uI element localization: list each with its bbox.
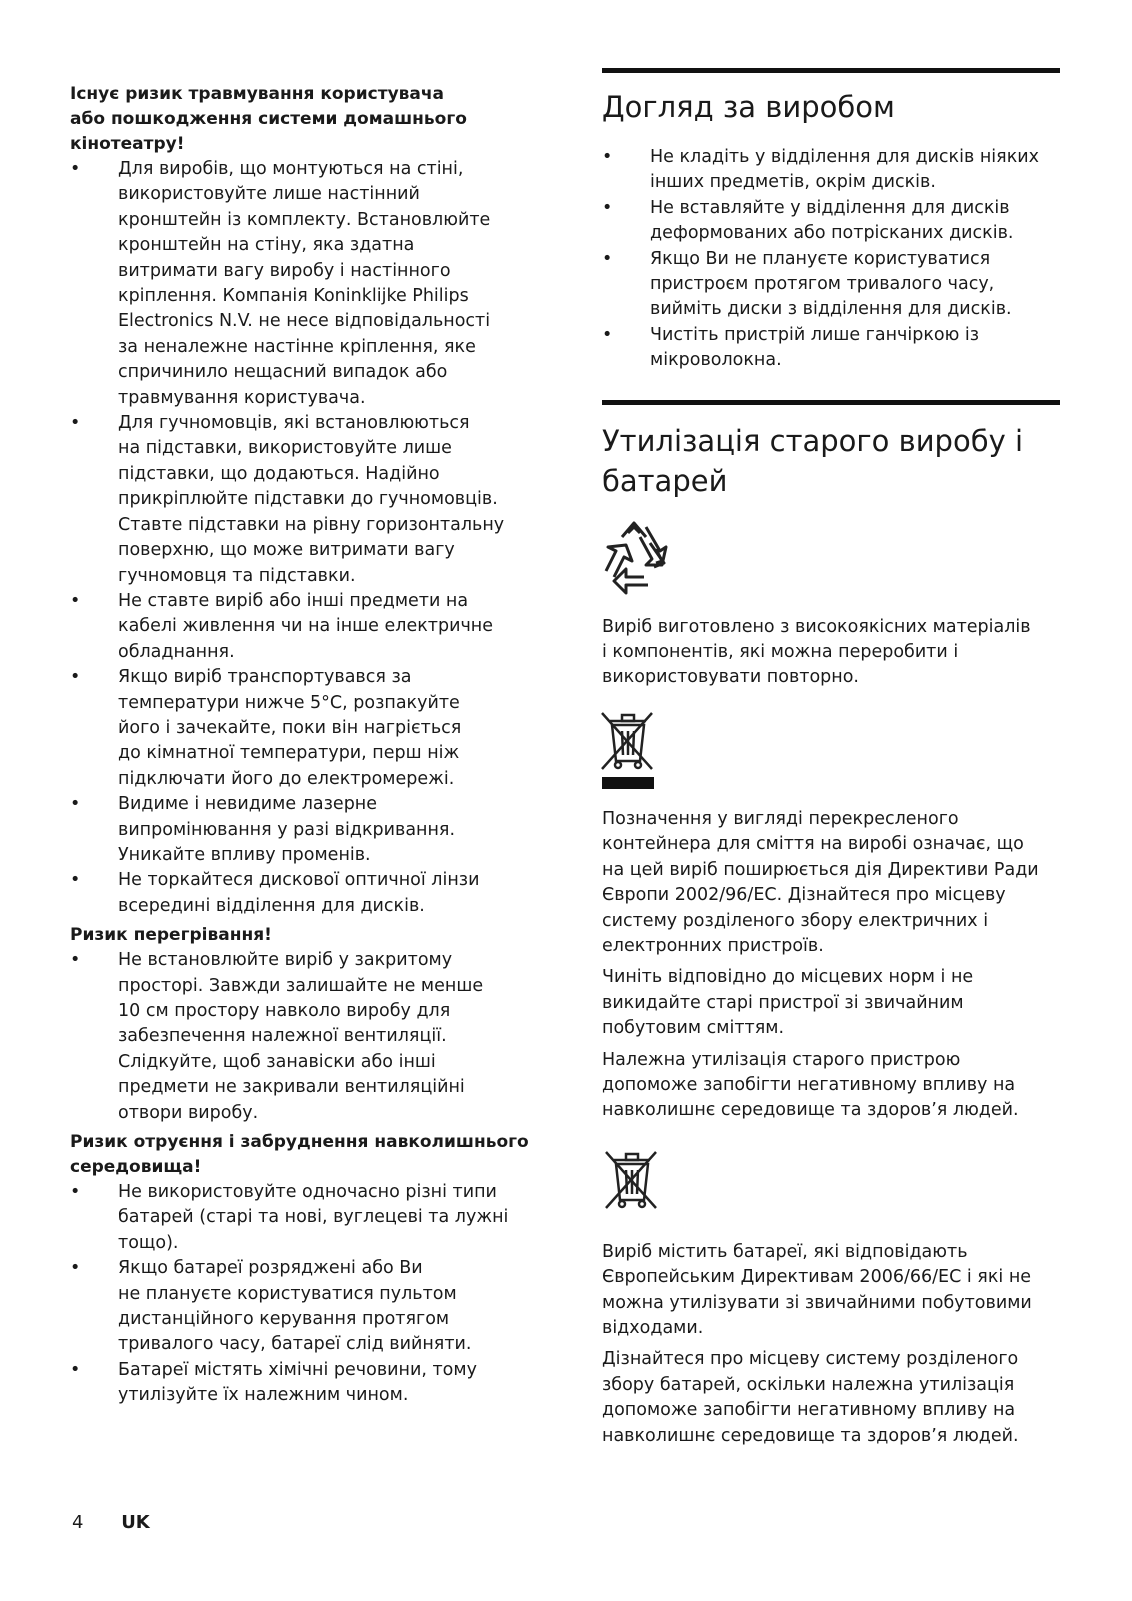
paragraph-line: викидайте старі пристрої зі звичайним (602, 992, 964, 1013)
safety-bullet-list-2 (70, 948, 530, 1126)
list-item-line: інших предметів, окрім дисків. (650, 172, 936, 193)
warning-overheat-heading (70, 923, 530, 948)
paragraph-line: Європи 2002/96/EC. Дізнайтеся про місцеву (602, 885, 1006, 906)
warning-line: Ризик отруєння і забруднення навколишнього (70, 1132, 529, 1153)
paragraph-line: відходами. (602, 1317, 704, 1338)
paragraph-line: можна утилізувати зі звичайними побутовими (602, 1292, 1032, 1313)
disposal-title (602, 421, 1060, 501)
proper-disposal-paragraph (602, 1048, 1060, 1124)
paragraph-line: Виріб виготовлено з високоякісних матеріалів (602, 616, 1031, 637)
list-item-line: забезпечення належної вентиляції. (118, 1026, 447, 1047)
list-item-line: за неналежне настінне кріплення, яке (118, 336, 476, 357)
list-item (70, 792, 530, 868)
paragraph-line: Належна утилізація старого пристрою (602, 1049, 961, 1070)
paragraph-line: допоможе запобігти негативному впливу на (602, 1074, 1016, 1095)
list-item-line: кронштейн на стіну, яка здатна (118, 235, 415, 256)
list-item-line: утилізуйте їх належним чином. (118, 1385, 409, 1406)
list-item-line: до кімнатної температури, перш ніж (118, 743, 460, 764)
warning-injury-heading (70, 82, 530, 157)
section-divider (602, 400, 1060, 405)
care-title: Догляд за виробом (602, 90, 895, 124)
list-item-line: • Батареї містять хімічні речовини, тому (118, 1359, 477, 1380)
list-item-line: підставки, що додаються. Надійно (118, 463, 440, 484)
list-item-line: • Чистіть пристрій лише ганчіркою із (650, 324, 980, 345)
paragraph-line: Позначення у вигляді перекресленого (602, 808, 959, 829)
list-item-line: кріплення. Компанія Koninklijke Philips (118, 286, 469, 307)
list-item-line: не плануєте користуватися пультом (118, 1283, 457, 1304)
list-item-line: • Якщо Ви не плануєте користуватися (650, 248, 991, 269)
paragraph-line: навколишнє середовище та здоров’я людей. (602, 1425, 1019, 1446)
list-item-line: тривалого часу, батареї слід вийняти. (118, 1334, 472, 1355)
list-item (70, 157, 530, 411)
list-item-line: предмети не закривали вентиляційні (118, 1077, 465, 1098)
crossed-bin-icon (602, 1148, 1060, 1214)
recycle-icon (592, 519, 1060, 599)
list-item-line: вийміть диски з відділення для дисків. (650, 299, 1012, 320)
list-item (70, 1180, 530, 1256)
language-code: UK (121, 1512, 150, 1533)
local-rules-paragraph (602, 965, 1060, 1041)
list-item-line: • Не встановлюйте виріб у закритому (118, 950, 453, 971)
paragraph-line: контейнера для сміття на виробі означає, що (602, 834, 1024, 855)
warning-line: Існує ризик травмування користувача (70, 84, 445, 104)
list-item-line: використовуйте лише настінний (118, 184, 420, 205)
list-item-line: мікроволокна. (650, 350, 782, 371)
title-line: батарей (602, 463, 728, 498)
paragraph-line: навколишнє середовище та здоров’я людей. (602, 1100, 1019, 1121)
warning-line: або пошкодження системи домашнього (70, 109, 467, 129)
list-item-line: Слідкуйте, щоб занавіски або інші (118, 1051, 436, 1072)
list-item-line: • Для виробів, що монтуються на стіні, (118, 159, 464, 179)
list-item-line: Уникайте впливу променів. (118, 844, 371, 865)
paragraph-line: на цей виріб поширюється дія Директиви Ради (602, 859, 1039, 880)
list-item (602, 145, 1060, 196)
list-item-line: підключати його до електромережі. (118, 768, 455, 789)
list-item (602, 247, 1060, 323)
list-item-line: батарей (старі та нові, вуглецеві та лужні (118, 1207, 509, 1228)
list-item (70, 411, 530, 589)
list-item-line: • Не використовуйте одночасно різні типи (118, 1182, 497, 1203)
list-item-line: поверхню, що може витримати вагу (118, 540, 455, 561)
list-item (70, 948, 530, 1126)
list-item-line: • Для гучномовців, які встановлюються (118, 413, 470, 434)
list-item-line: прикріплюйте підставки до гучномовців. (118, 489, 498, 510)
list-item-line: • Не ставте виріб або інші предмети на (118, 590, 469, 611)
list-item (70, 589, 530, 665)
safety-bullet-list-1 (70, 157, 530, 919)
weee-paragraph (602, 807, 1060, 959)
paragraph-line: Дізнайтеся про місцеву систему розділеного (602, 1349, 1019, 1370)
paragraph-line: електронних пристроїв. (602, 935, 824, 956)
section-divider (602, 68, 1060, 73)
list-item-line: тощо). (118, 1232, 179, 1253)
list-item-line: • Не вставляйте у відділення для дисків (650, 197, 1010, 218)
paragraph-line: Чиніть відповідно до місцевих норм і не (602, 967, 974, 988)
paragraph-line: і компонентів, які можна переробити і (602, 642, 959, 663)
list-item-line: 10 см простору навколо виробу для (118, 1001, 451, 1021)
battery-collection-paragraph (602, 1347, 1060, 1449)
list-item-line: Ставте підставки на рівну горизонтальну (118, 514, 505, 535)
list-item-line: спричинило нещасний випадок або (118, 362, 448, 383)
paragraph-line: Виріб містить батареї, які відповідають (602, 1241, 968, 1262)
paragraph-line: використовувати повторно. (602, 667, 859, 688)
list-item-line: отвори виробу. (118, 1102, 259, 1123)
list-item (70, 1256, 530, 1358)
warning-pollution-heading (70, 1130, 530, 1180)
list-item-line: обладнання. (118, 641, 235, 662)
warning-line: середовища! (70, 1157, 202, 1178)
paragraph-line: збору батарей, оскільки належна утилізація (602, 1374, 1015, 1395)
list-item-line: деформованих або потрісканих дисків. (650, 223, 1014, 244)
list-item-line: • Якщо батареї розряджені або Ви (118, 1258, 423, 1279)
paragraph-line: допоможе запобігти негативному впливу на (602, 1400, 1016, 1421)
list-item-line: • Не кладіть у відділення для дисків ніяких (650, 147, 1039, 167)
list-item-line: • Не торкайтеся дискової оптичної лінзи (118, 870, 480, 891)
list-item-line: витримати вагу виробу і настінного (118, 260, 451, 281)
list-item (70, 868, 530, 919)
list-item (70, 665, 530, 792)
safety-bullet-list-3 (70, 1180, 530, 1409)
list-item-line: • Якщо виріб транспортувався за (118, 667, 412, 688)
battery-paragraph (602, 1240, 1060, 1342)
left-column (70, 82, 530, 1409)
list-item (602, 196, 1060, 247)
list-item (602, 323, 1060, 374)
list-item-line: його і зачекайте, поки він нагріється (118, 717, 462, 738)
right-column (602, 68, 1060, 1455)
list-item-line: травмування користувача. (118, 387, 366, 408)
list-item-line: на підставки, використовуйте лише (118, 438, 452, 459)
paragraph-line: систему розділеного збору електричних і (602, 910, 989, 931)
list-item-line: температури нижче 5°C, розпакуйте (118, 692, 460, 713)
paragraph-line: Європейським Директивам 2006/66/EC і які не (602, 1267, 1032, 1288)
list-item-line: • Видиме і невидиме лазерне (118, 794, 378, 815)
list-item-line: просторі. Завжди залишайте не менше (118, 975, 484, 996)
list-item-line: випромінювання у разі відкривання. (118, 819, 456, 840)
title-line: Утилізація старого виробу і (602, 423, 1024, 458)
list-item-line: кронштейн із комплекту. Встановлюйте (118, 209, 491, 230)
list-item (70, 1358, 530, 1409)
list-item-line: дистанційного керування протягом (118, 1309, 450, 1330)
list-item-line: всередині відділення для дисків. (118, 895, 425, 916)
page-number: 4 (72, 1512, 84, 1533)
list-item-line: кабелі живлення чи на інше електричне (118, 616, 494, 637)
care-bullet-list (602, 145, 1060, 374)
warning-line: Ризик перегрівання! (70, 925, 272, 946)
crossed-bin-with-bar-icon (598, 709, 1060, 791)
recycle-paragraph (602, 615, 1060, 691)
list-item-line: гучномовця та підставки. (118, 565, 356, 586)
list-item-line: пристроєм протягом тривалого часу, (650, 274, 995, 295)
page-footer (72, 1512, 150, 1533)
paragraph-line: побутовим сміттям. (602, 1018, 785, 1039)
warning-line: кінотеатру! (70, 134, 185, 154)
list-item-line: Electronics N.V. не несе відповідальності (118, 311, 491, 332)
